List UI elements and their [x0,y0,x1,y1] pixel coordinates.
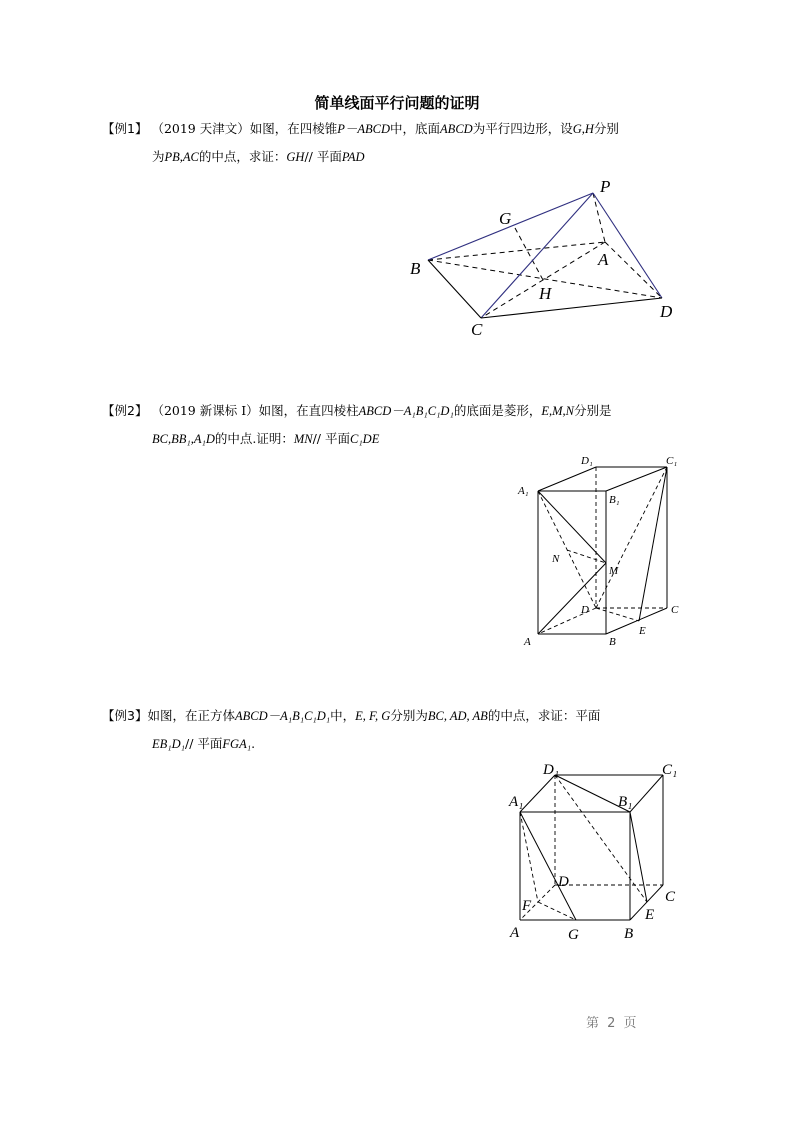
math: ABCD－A₁B₁C₁D₁ [358,404,454,418]
problem-3-text: 中， [330,708,356,723]
figure-2-dashed-lines [538,467,667,634]
label-B: B [410,259,421,278]
problem-1 [102,115,702,171]
math: BC, AD, AB [427,709,488,723]
label-C: C [665,889,676,905]
math: ABCD－A₁B₁C₁D₁ [234,709,331,723]
label-A: A [598,250,609,269]
label-F: F [522,898,532,914]
problem-3-text: 的中点，求证：平面 [487,708,601,723]
problem-3 [102,702,702,758]
problem-2-text: 的底面是菱形， [453,403,542,418]
problem-3-text: 如图，在正方体 [147,708,235,723]
figure-2-solid-edges [538,467,667,634]
label-N: N [552,553,560,565]
label-C: C [471,320,483,339]
math: G,H [572,122,594,136]
label-E: E [645,907,655,923]
label-C1: C₁ [666,455,678,467]
math: MN [293,432,313,446]
figure-3-cube [500,760,695,945]
label-A1: A₁ [518,485,529,497]
figure-2-prism [510,450,700,655]
problem-3-line-1 [102,702,702,730]
math: PAD [341,150,365,164]
label-D: D [660,302,673,321]
problem-1-text: 如图，在四棱锥 [249,121,338,136]
label-G: G [568,927,579,943]
math: P－ABCD [337,122,391,136]
problem-1-source: （2019 天津文） [151,121,250,136]
problem-1-line-2 [102,143,702,171]
label-B1: B₁ [609,494,620,506]
label-M: M [609,565,619,577]
problem-1-text: 分别 [593,121,619,136]
problem-3-text: . [251,736,256,751]
label-A1: A₁ [509,794,524,810]
label-H: H [539,284,552,303]
math: ABCD [440,122,473,136]
page-title: 简单线面平行问题的证明 [314,94,480,112]
label-A: A [510,925,520,941]
problem-2-tag: 【例2】 [102,403,148,418]
label-B: B [609,636,616,648]
label-B: B [624,926,634,942]
problem-2-text: 分别是 [573,403,612,418]
figure-3-solid-edges [520,775,663,920]
problem-2-line-2 [102,425,702,453]
problem-2-text: 的中点.证明： [214,431,294,446]
label-B1: B₁ [618,794,633,810]
problem-2-source: （2019 新课标 I） [151,403,259,418]
problem-1-text: 为 [152,149,165,164]
figure-1-pyramid [395,175,695,345]
problem-2 [102,397,702,453]
problem-2-text: // 平面 [312,431,350,446]
math: PB,AC [164,150,199,164]
label-D: D [558,874,569,890]
math: GH [286,150,305,164]
math: E,M,N [541,404,574,418]
math: FGA₁ [222,737,252,751]
page-number: 第 2 页 [586,1016,639,1031]
problem-1-text: 中，底面 [390,121,441,136]
label-E: E [639,625,646,637]
label-D: D [581,604,589,616]
figure-3-dashed-lines [520,775,663,920]
math: EB₁D₁ [152,737,185,751]
label-C1: C₁ [662,762,678,778]
label-C: C [671,604,679,616]
problem-3-line-2 [102,730,702,758]
label-D1: D₁ [581,455,593,467]
label-G: G [499,209,512,228]
math: C₁DE [350,432,380,446]
problem-3-text: // 平面 [185,736,223,751]
problem-1-line-1 [102,115,702,143]
problem-1-text: 的中点，求证： [198,149,287,164]
problem-1-text: 为平行四边形，设 [472,121,573,136]
label-P: P [600,177,611,196]
problem-2-text: 如图，在直四棱柱 [258,403,359,418]
problem-3-tag: 【例3】 [102,708,148,723]
label-A: A [524,636,531,648]
math: E, F, G [355,709,391,723]
problem-2-line-1 [102,397,702,425]
problem-1-tag: 【例1】 [102,121,148,136]
math: BC,BB₁,A₁D [152,432,215,446]
label-D1: D₁ [543,762,560,778]
problem-3-text: 分别为 [390,708,428,723]
problem-1-text: // 平面 [304,149,342,164]
